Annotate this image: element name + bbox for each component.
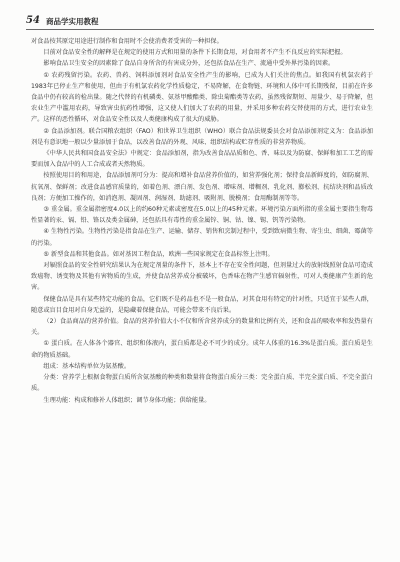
paragraph: ① 蛋白质。在人体各个器官、组织和体液内，蛋白质都是必不可少的成分。成年人体重的16.3%是蛋白质。蛋白质是生命的物质基础。 [31,340,373,359]
paragraph: ④ 生物性污染。生物性污染是指食品在生产、运输、储存、销售和烹制过程中，受到致病微生物、寄生虫、细菌、霉菌等的污染。 [31,228,373,247]
page-header [26,14,372,30]
paragraph: 对辐照食品的安全性研究结果认为在规定剂量的条件下，基本上不存在安全性问题，但剂量过大的放射线照射食品可造成致癌物、诱变物及其他有害物质的生成，并使食品营养成分被破坏，色香味在物产生感官辐射性，可对人类健康产生新的危害。 [31,262,373,292]
header-rule [26,29,374,30]
paragraph: ② 食品添加剂。联合国粮农组织（FAO）和世界卫生组织（WHO）联合食品法规委员会对食品添加剂定义为：食品添加剂是有意识地一般以少量添加于食品，以改善食品的外观、风味、组织结构或贮存性质的非营养物质。 [31,127,373,146]
body-text [31,36,373,406]
paragraph: ③ 重金属。重金属指密度4.0以上的约60种元素或密度在5.0以上的45种元素。环境污染方面所指的重金属主要指生物毒性显著的汞、镉、铅、铬以及类金属砷，还包括具有毒性的重金属锌、铜、钴、镍、锡、钒等污染物。 [31,206,373,225]
paragraph: 影响食品卫生安全的因素除了食品自身所含的有害成分外，还包括食品在生产、流通中受外界污染的因素。 [43,60,335,68]
page-number: 54 [26,15,40,26]
paragraph: 《中华人民共和国食品安全法》中规定：食品添加剂，指为改善食品品质和色、香、味以及为防腐、保鲜和加工工艺的需要而加入食品中的人工合成或者天然物质。 [31,150,373,169]
paragraph: 对食品按其原定用途进行制作和食用时不会使消费者受害的一种担保。 [31,38,223,45]
paragraph: ⑤ 新型食品和其他食品。如对基因工程食品，欧洲一些国家规定在食品标签上注明。 [43,250,274,258]
paragraph: 生理功能：构成和修补人体组织；调节身体功能；供给能量。 [43,396,211,404]
paragraph: 目前对食品安全性的解释是在规定的使用方式和用量的条件下长期食用，对食用者不产生不良反应的实际把握。 [43,49,347,57]
paragraph: 按照使用目的和用途，食品添加剂可分为：提高和增补食品营养价值的，如营养强化剂；保持食品新鲜度的，如防腐剂、抗氧剂、保鲜剂；改进食品感官质量的，如着色剂、漂白剂、发色剂、增味剂、增稠剂、乳化剂、膨松剂、抗结块剂和品质改良剂；方便加工操作的，如消泡剂、凝固剂、润湿剂、助滤剂、吸附剂、脱模剂；食用酶制剂等等。 [31,172,373,202]
paragraph: （2）食品商品的营养价值。食品的营养价值大小不仅和所含营养成分的数量和比例有关，还和食品的吸收率和发热量有关。 [31,318,373,337]
paragraph: 组成：基本结构单位为氨基酸。 [43,362,131,370]
running-title: 商品学实用教程 [46,17,99,26]
paragraph: ① 农药残留污染。农药、兽药、饲料添加剂对食品安全性产生的影响，已成为人们关注的焦点。如我国有机氯农药于1983年已停止生产和使用，但由于有机氯农药化学性质稳定，不易降解，在食物链、环境和人体中可长期残留，目前在许多食品中仍有较高的检出量。随之代替的有机磷类、氨基甲酸酯类、除虫菊酯类等农药，虽然残留期短、用量少、易于降解，但农业生产中滥用农药，导致害虫抗药性增强，这又使人们加大了农药的用量，并采用多种农药交替使用的方式，进行农业生产。这样的恶性循环，对食品安全性以及人类健康构成了很大的威胁。 [31,71,373,124]
paragraph: 分类：营养学上根据食物蛋白质所含氨基酸的种类和数量将食物蛋白质分三类：完全蛋白质、半完全蛋白质、不完全蛋白质。 [31,374,373,393]
paragraph: 保健食品是具有某些特定功能的食品，它们既不是药品也不是一般食品，对其食用有特定的针对性，只适宜于某些人群，随意或盲目食用对自身无益的，是隐藏着保健食品，可能会带来不良后果。 [31,295,373,314]
